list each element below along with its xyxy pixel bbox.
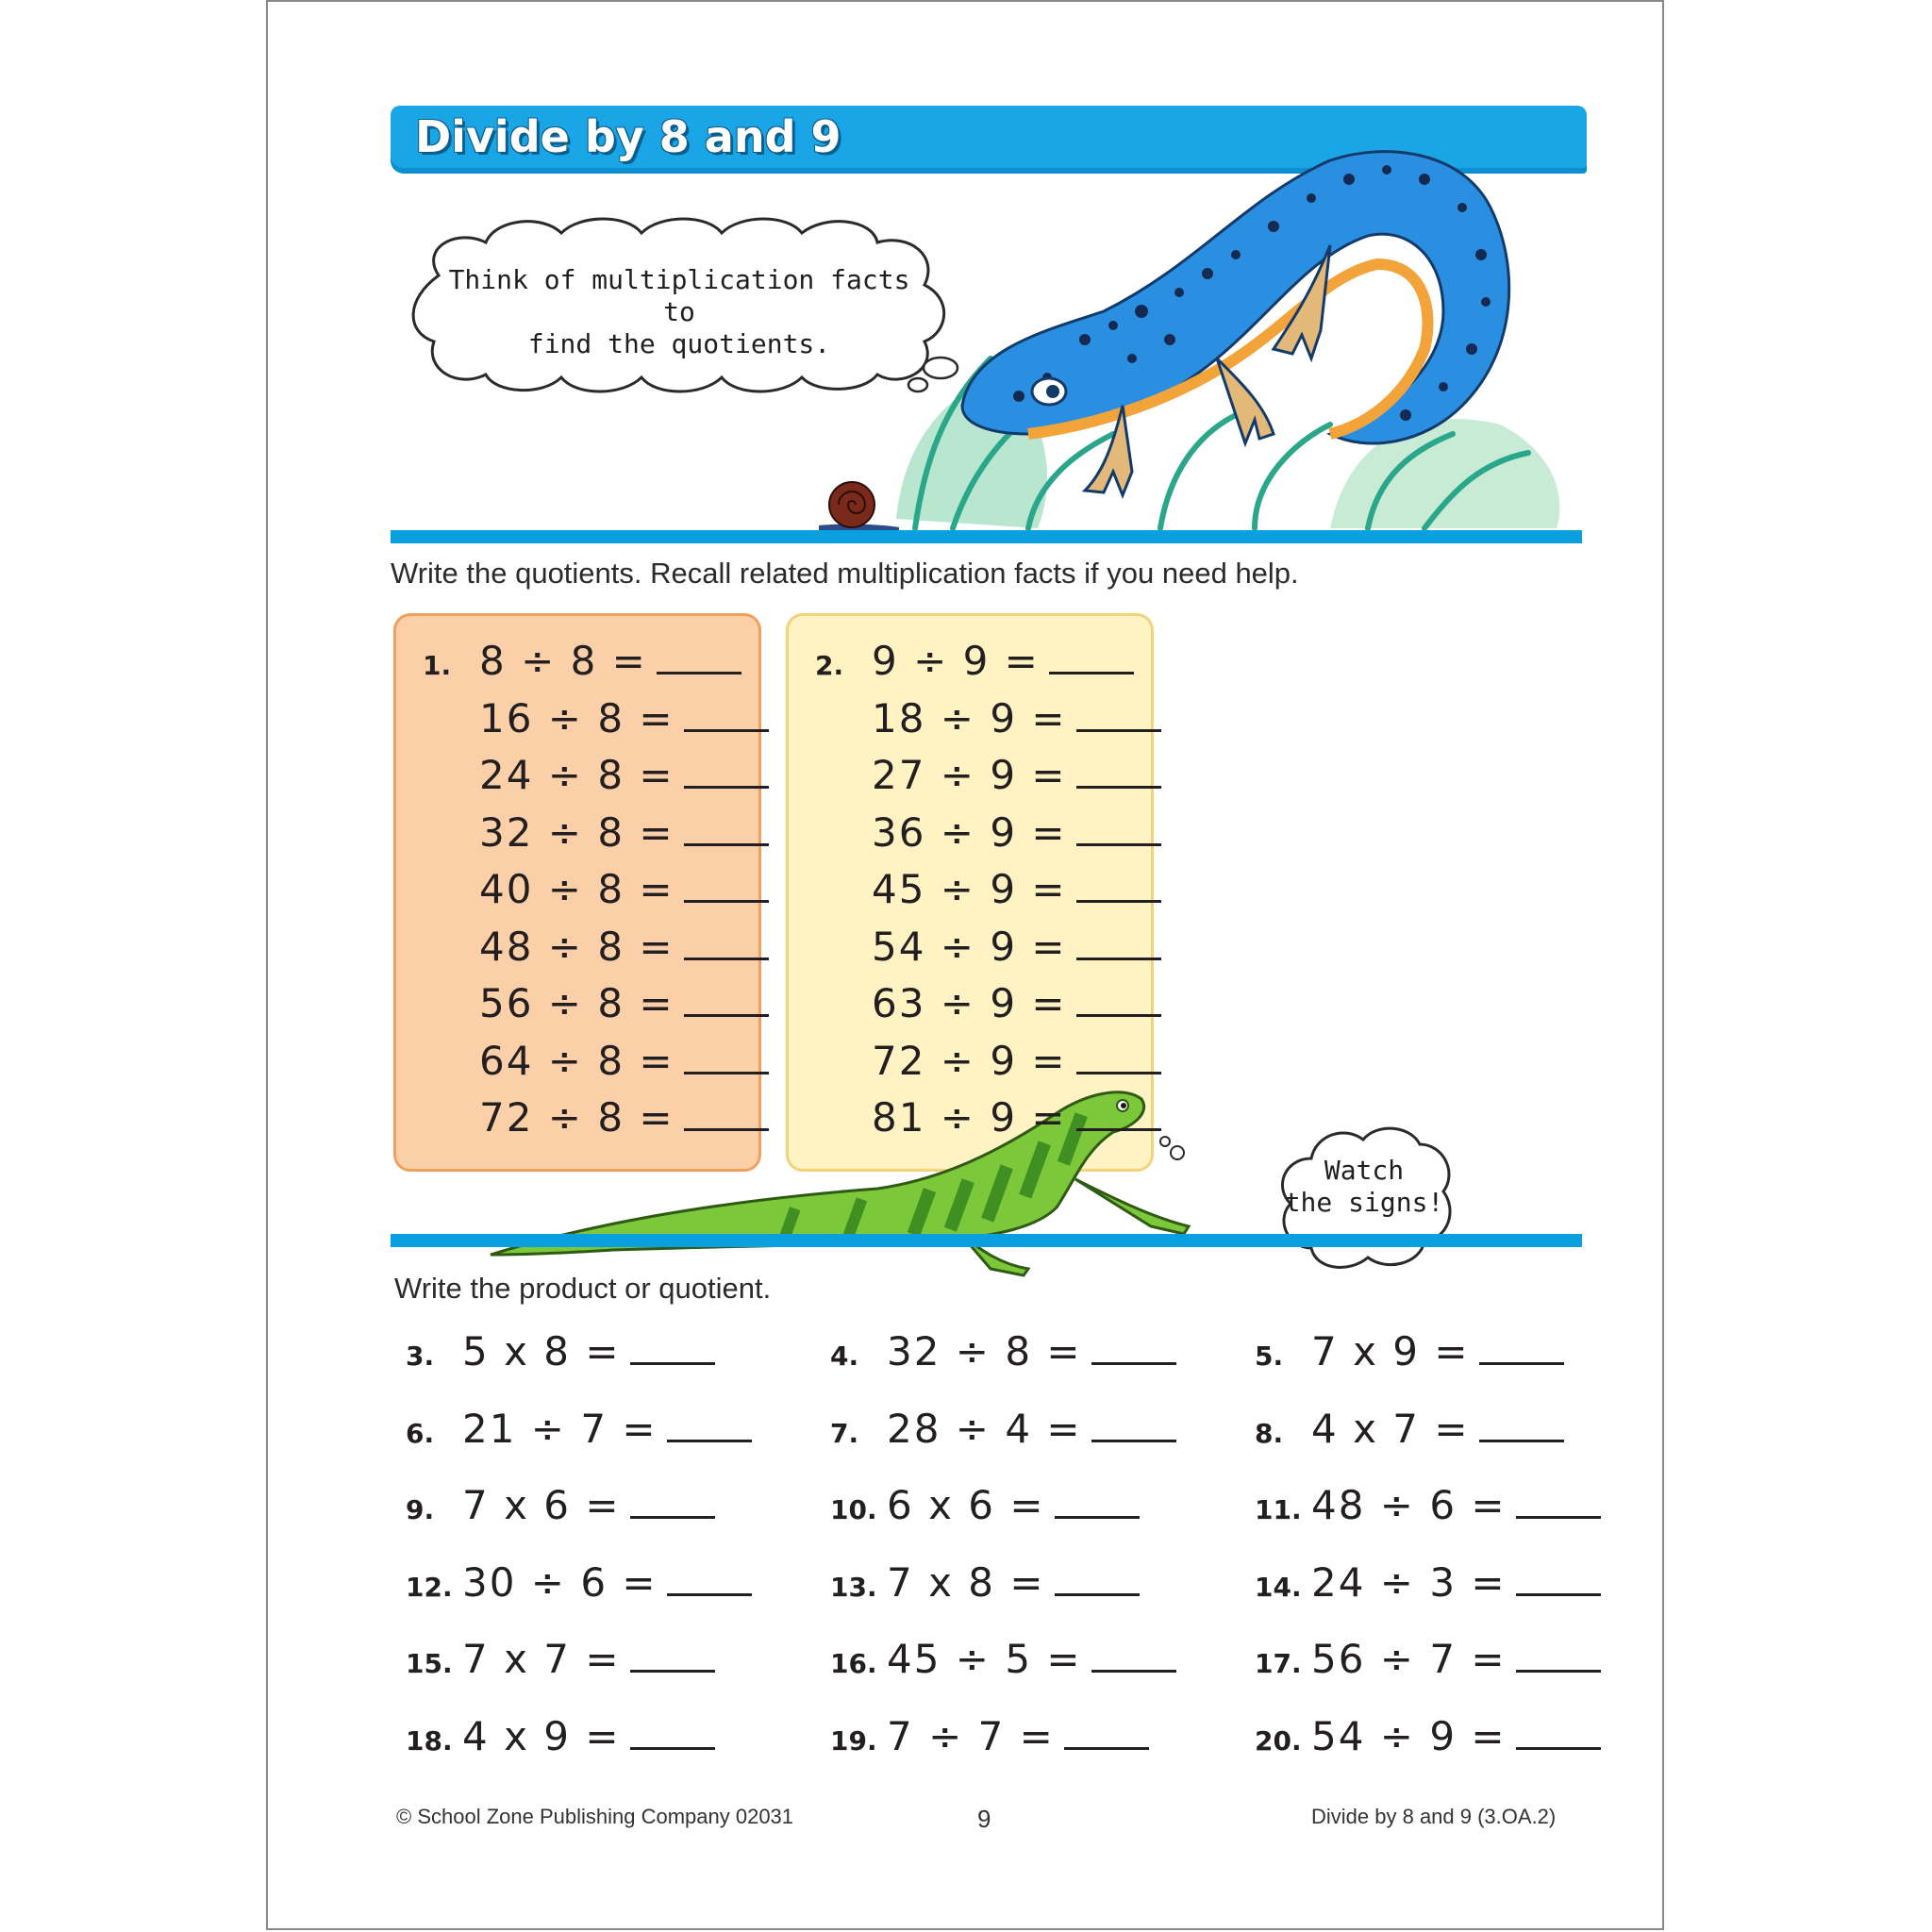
divide-by-9-problem: [815, 695, 1161, 741]
problem-expression: 81 ÷ 9 =: [872, 1094, 1067, 1141]
answer-blank[interactable]: [1076, 872, 1161, 903]
problem-expression: 56 ÷ 7 =: [1311, 1636, 1507, 1682]
problem-number: 16.: [830, 1648, 877, 1679]
mixed-problem: [406, 1713, 715, 1759]
divide-by-8-problem: [423, 924, 769, 970]
problem-number: 9.: [406, 1494, 435, 1525]
problem-number: 18.: [406, 1724, 453, 1757]
mixed-problem: [406, 1636, 715, 1682]
answer-blank[interactable]: [1091, 1411, 1176, 1442]
problem-expression: 54 ÷ 9 =: [872, 923, 1067, 970]
mixed-problem: [1255, 1559, 1601, 1606]
divide-by-8-problem: [423, 1038, 769, 1084]
mixed-problem: [1255, 1713, 1601, 1759]
mixed-problem: [830, 1559, 1140, 1606]
problem-expression: 7 ÷ 7 =: [887, 1712, 1055, 1759]
problem-expression: 7 x 8 =: [887, 1558, 1045, 1606]
divide-by-9-problem: [815, 924, 1161, 970]
divide-by-9-problem: [815, 1094, 1161, 1141]
answer-blank[interactable]: [684, 929, 769, 960]
answer-blank[interactable]: [1479, 1334, 1564, 1365]
problem-expression: 6 x 6 =: [887, 1482, 1045, 1528]
problem-expression: 7 x 9 =: [1311, 1328, 1470, 1374]
problem-number: 11.: [1255, 1494, 1302, 1525]
answer-blank[interactable]: [1516, 1488, 1601, 1519]
problem-number: 14.: [1255, 1571, 1302, 1603]
problem-expression: 40 ÷ 8 =: [479, 866, 675, 912]
problem-expression: 18 ÷ 9 =: [872, 694, 1067, 741]
answer-blank[interactable]: [1076, 929, 1161, 960]
page-title: Divide by 8 and 9: [415, 111, 841, 162]
problem-number: 3.: [406, 1341, 435, 1372]
answer-blank[interactable]: [684, 701, 769, 732]
divide-by-8-problem: [423, 809, 769, 856]
answer-blank[interactable]: [1049, 643, 1134, 675]
problem-expression: 32 ÷ 8 =: [479, 808, 675, 856]
problem-number: 10.: [830, 1494, 877, 1525]
answer-blank[interactable]: [684, 1043, 769, 1074]
mixed-problem: [830, 1636, 1176, 1682]
mixed-problem: [830, 1328, 1176, 1374]
mixed-problem: [830, 1482, 1140, 1528]
answer-blank[interactable]: [667, 1411, 752, 1442]
problem-number: 13.: [830, 1571, 877, 1603]
problem-expression: 24 ÷ 8 =: [479, 752, 675, 798]
divide-by-8-problem: [423, 980, 769, 1026]
answer-blank[interactable]: [1064, 1719, 1149, 1750]
answer-blank[interactable]: [667, 1565, 752, 1596]
answer-blank[interactable]: [684, 758, 769, 789]
mixed-problem: [406, 1406, 752, 1452]
footer-page-number: 9: [977, 1805, 991, 1833]
problem-expression: 64 ÷ 8 =: [479, 1037, 675, 1084]
answer-blank[interactable]: [684, 872, 769, 903]
divide-by-9-problem: [815, 1038, 1161, 1084]
answer-blank[interactable]: [684, 1100, 769, 1131]
watch-signs-text: [1279, 1155, 1449, 1219]
answer-blank[interactable]: [684, 815, 769, 846]
mixed-problem: [830, 1406, 1176, 1452]
problem-expression: 48 ÷ 8 =: [479, 923, 675, 970]
answer-blank[interactable]: [1091, 1334, 1176, 1365]
mixed-problem: [1255, 1636, 1601, 1682]
problem-expression: 27 ÷ 9 =: [872, 752, 1067, 798]
answer-blank[interactable]: [1076, 1100, 1161, 1131]
problem-expression: 5 x 8 =: [462, 1328, 621, 1374]
problem-expression: 8 ÷ 8 =: [479, 638, 647, 684]
problem-expression: 45 ÷ 5 =: [887, 1636, 1082, 1682]
footer-copyright: © School Zone Publishing Company 02031: [396, 1805, 794, 1828]
instructions-quotients: Write the quotients. Recall related multiplication facts if you need help.: [391, 557, 1299, 590]
problem-expression: 32 ÷ 8 =: [887, 1328, 1082, 1374]
problem-expression: 54 ÷ 9 =: [1311, 1712, 1507, 1759]
tip-line-2: find the quotients.: [527, 328, 831, 359]
answer-blank[interactable]: [630, 1334, 715, 1365]
answer-blank[interactable]: [630, 1488, 715, 1519]
answer-blank[interactable]: [1055, 1488, 1140, 1519]
mixed-problem: [406, 1482, 715, 1528]
divide-by-9-problem: [815, 980, 1161, 1026]
answer-blank[interactable]: [630, 1641, 715, 1673]
answer-blank[interactable]: [630, 1719, 715, 1750]
tip-line-1: Think of multiplication facts to: [448, 264, 910, 327]
problem-expression: 56 ÷ 8 =: [479, 980, 675, 1026]
problem-expression: 16 ÷ 8 =: [479, 694, 675, 741]
mixed-problem: [406, 1328, 715, 1374]
problem-expression: 48 ÷ 6 =: [1311, 1482, 1507, 1528]
problem-number: 20.: [1255, 1724, 1302, 1757]
problem-number: 4.: [830, 1341, 859, 1372]
problem-expression: 4 x 7 =: [1311, 1405, 1470, 1452]
problem-number: 5.: [1255, 1341, 1284, 1372]
divide-by-8-problem: [423, 638, 741, 684]
answer-blank[interactable]: [1516, 1641, 1601, 1673]
divide-by-9-problem: [815, 866, 1161, 912]
problem-expression: 21 ÷ 7 =: [462, 1405, 658, 1452]
problem-expression: 7 x 7 =: [462, 1636, 621, 1682]
problem-number: 8.: [1255, 1417, 1284, 1449]
problem-number: 15.: [406, 1648, 453, 1679]
problem-expression: 63 ÷ 9 =: [872, 980, 1067, 1026]
problem-expression: 9 ÷ 9 =: [872, 638, 1040, 684]
divide-by-8-problem: [423, 695, 769, 741]
answer-blank[interactable]: [1479, 1411, 1564, 1442]
answer-blank[interactable]: [1076, 758, 1161, 789]
divide-by-8-problem: [423, 1094, 769, 1141]
divide-by-9-problem: [815, 809, 1161, 856]
answer-blank[interactable]: [1091, 1641, 1176, 1673]
problem-expression: 45 ÷ 9 =: [872, 866, 1067, 912]
snail-illustration: [809, 476, 904, 533]
mixed-problem: [830, 1713, 1149, 1759]
divide-by-8-problem: [423, 866, 769, 912]
answer-blank[interactable]: [1076, 986, 1161, 1017]
problem-expression: 4 x 9 =: [462, 1712, 621, 1759]
problem-expression: 30 ÷ 6 =: [462, 1558, 658, 1606]
problem-expression: 7 x 6 =: [462, 1482, 621, 1528]
problem-expression: 28 ÷ 4 =: [887, 1405, 1082, 1452]
problem-number: 7.: [830, 1417, 859, 1449]
watch-signs-line-1: Watch: [1324, 1155, 1405, 1186]
mixed-problem: [1255, 1328, 1564, 1374]
answer-blank[interactable]: [657, 643, 741, 675]
instructions-mixed: Write the product or quotient.: [394, 1272, 772, 1305]
mixed-problem: [1255, 1482, 1601, 1528]
answer-blank[interactable]: [1076, 815, 1161, 846]
answer-blank[interactable]: [1055, 1565, 1140, 1596]
watch-signs-line-2: the signs!: [1284, 1187, 1444, 1218]
newt-illustration: [802, 123, 1575, 538]
divide-by-9-problem: [815, 638, 1134, 684]
answer-blank[interactable]: [684, 986, 769, 1017]
answer-blank[interactable]: [1516, 1719, 1601, 1750]
section-divider-bottom: [391, 1234, 1582, 1247]
footer-topic: Divide by 8 and 9 (3.OA.2): [1311, 1805, 1557, 1828]
divide-by-9-problem: [815, 752, 1161, 798]
problem-number: 6.: [406, 1417, 435, 1449]
problem-number: 2.: [815, 650, 844, 681]
problem-expression: 72 ÷ 8 =: [479, 1094, 675, 1141]
problem-number: 17.: [1255, 1648, 1302, 1679]
mixed-problem: [406, 1559, 752, 1606]
problem-number: 12.: [406, 1571, 453, 1603]
problem-expression: 36 ÷ 9 =: [872, 808, 1067, 856]
problem-expression: 24 ÷ 3 =: [1311, 1558, 1507, 1606]
problem-number: 1.: [423, 650, 452, 681]
answer-blank[interactable]: [1076, 1043, 1161, 1074]
problem-expression: 72 ÷ 9 =: [872, 1037, 1067, 1084]
answer-blank[interactable]: [1516, 1565, 1601, 1596]
answer-blank[interactable]: [1076, 701, 1161, 732]
section-divider-top: [391, 530, 1582, 543]
problem-number: 19.: [830, 1724, 877, 1757]
mixed-problem: [1255, 1406, 1564, 1452]
divide-by-8-problem: [423, 752, 769, 798]
